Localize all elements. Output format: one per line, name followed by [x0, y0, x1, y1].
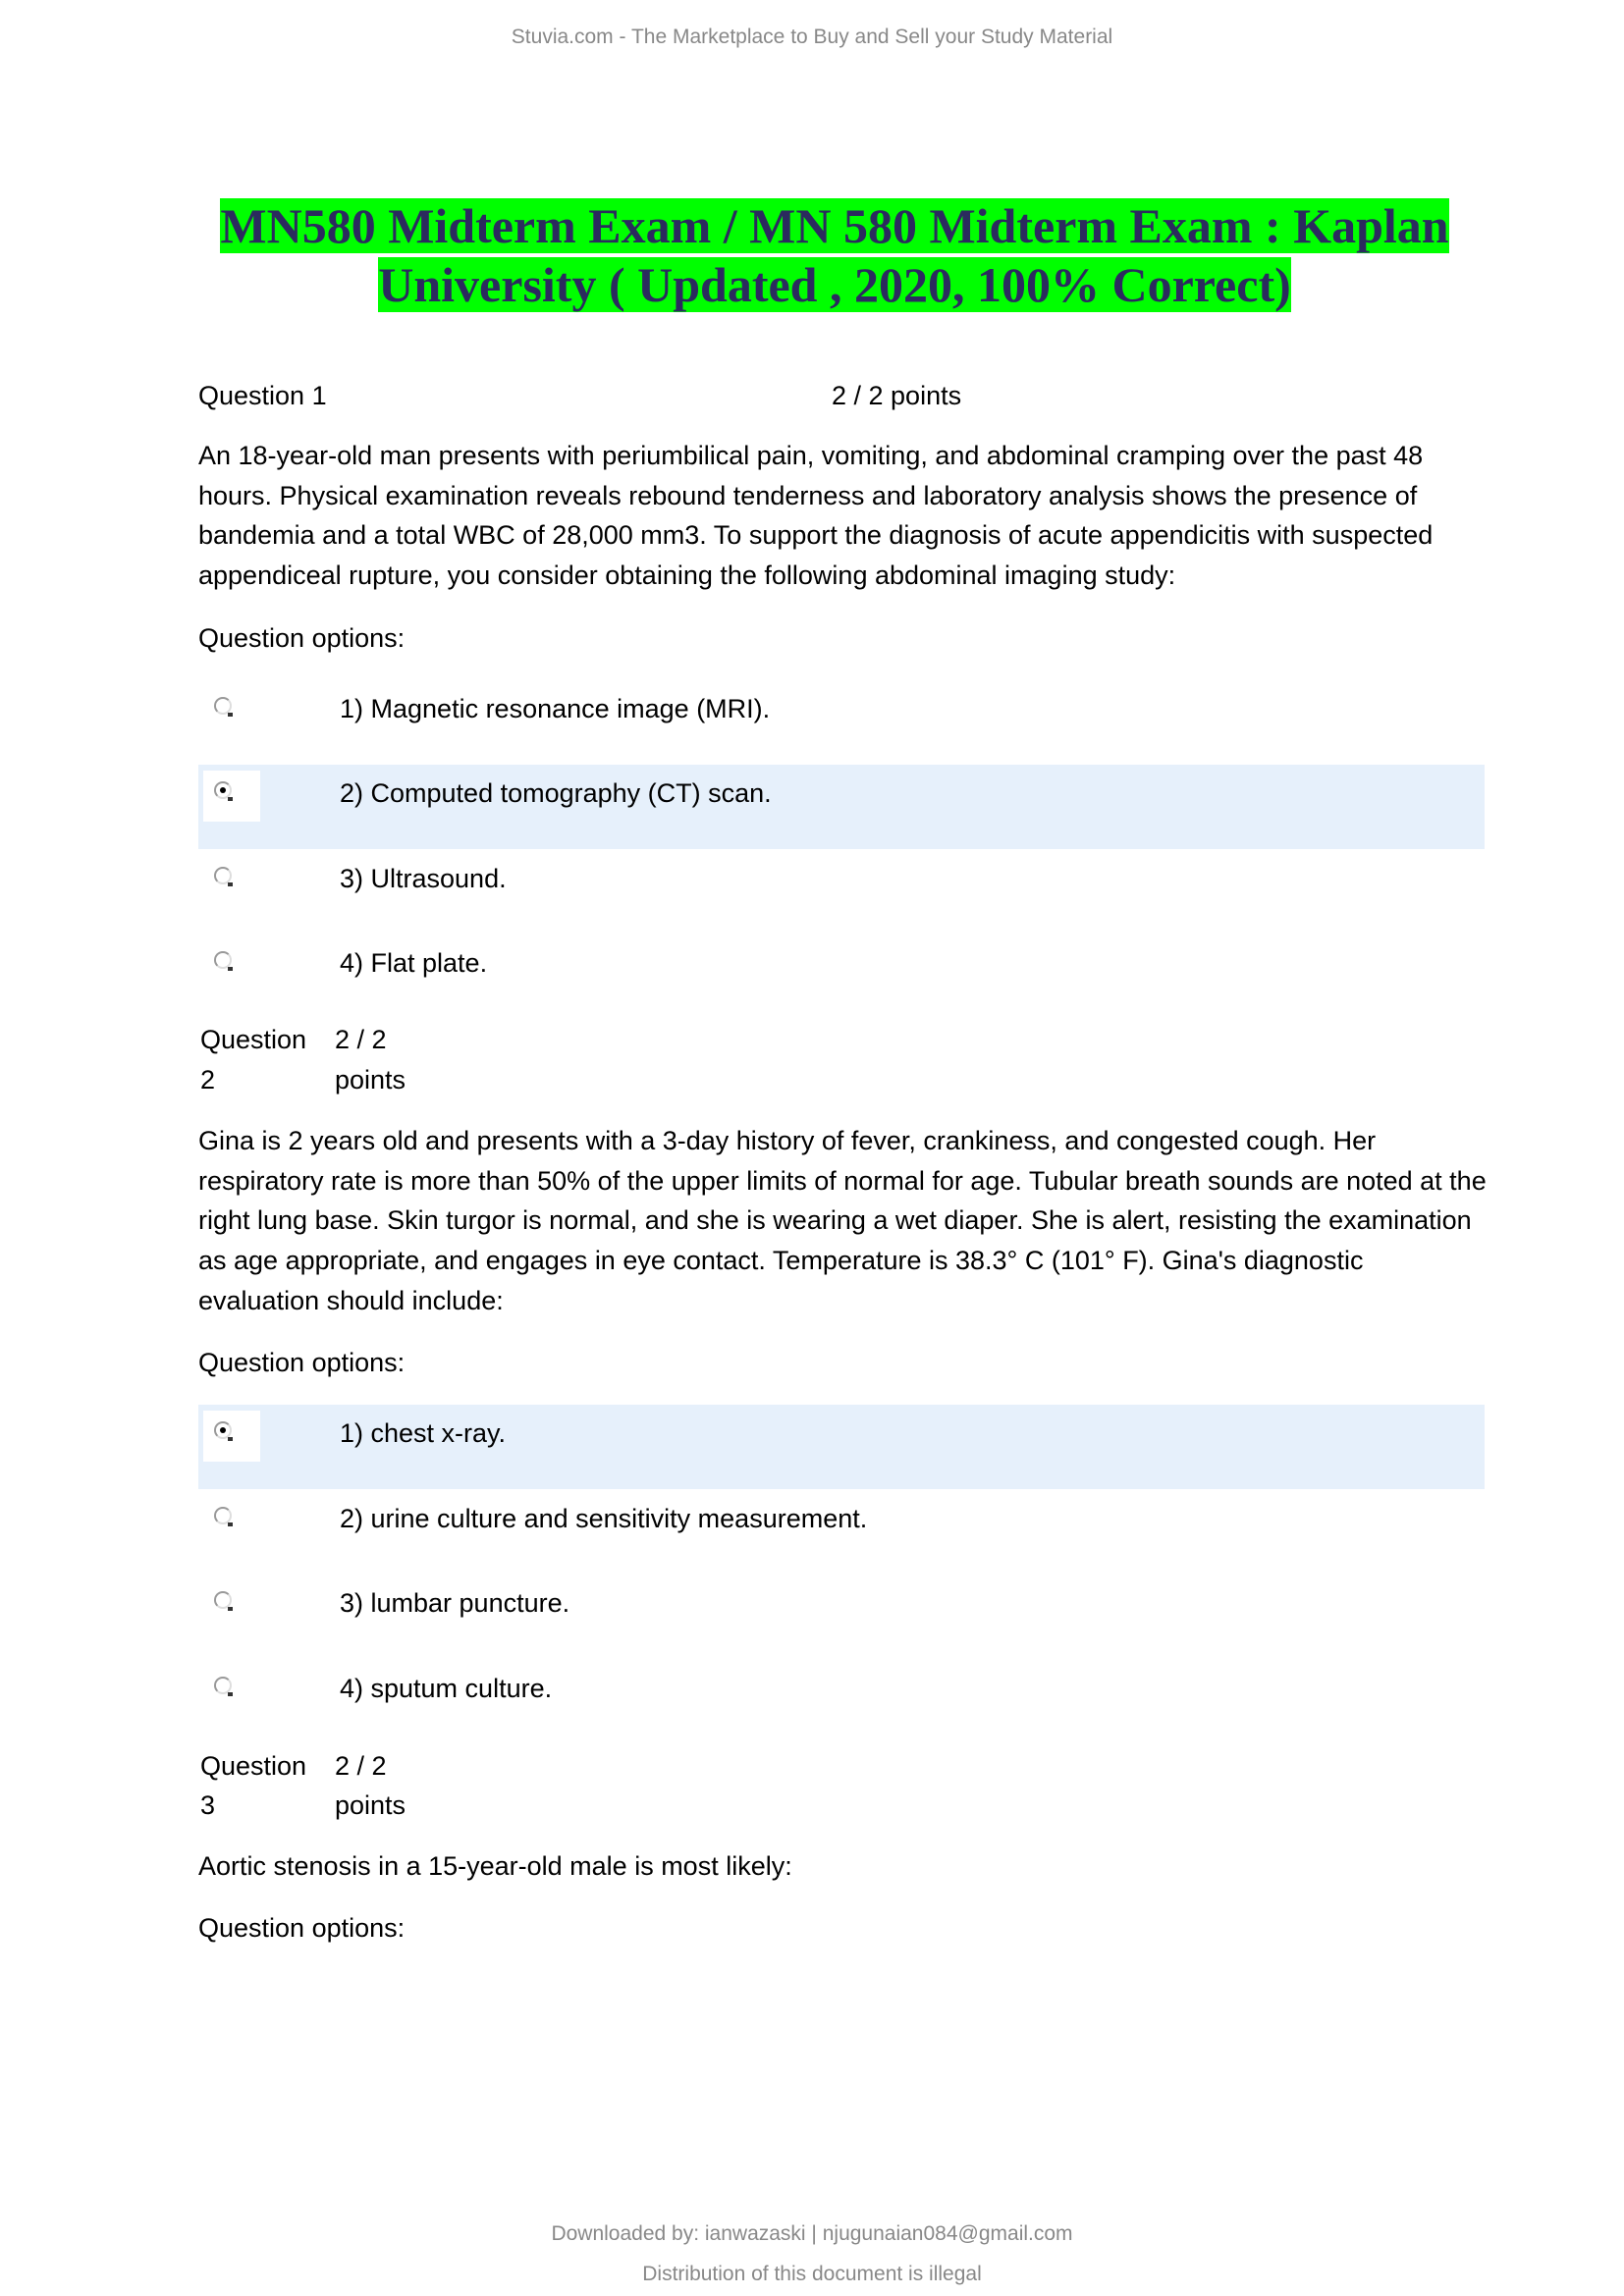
question-2-options-label: Question options:	[198, 1348, 406, 1377]
q2-option-2[interactable]	[198, 1490, 1485, 1575]
radio-button[interactable]	[214, 951, 232, 969]
option-label: 2) Computed tomography (CT) scan.	[340, 778, 772, 808]
option-label: 1) Magnetic resonance image (MRI).	[340, 694, 771, 723]
q2-option-4[interactable]	[198, 1660, 1485, 1744]
option-label: 2) urine culture and sensitivity measurement.	[340, 1504, 868, 1533]
q1-option-1[interactable]	[198, 680, 1485, 765]
q1-option-3[interactable]	[198, 850, 1485, 934]
footer-distribution-notice: Distribution of this document is illegal	[642, 2263, 982, 2285]
question-3-text: Aortic stenosis in a 15-year-old male is most likely:	[198, 1851, 792, 1881]
radio-button[interactable]	[214, 697, 232, 715]
q2-option-1-selected[interactable]	[198, 1405, 1485, 1489]
radio-button[interactable]	[214, 1591, 232, 1609]
footer-downloaded-by: Downloaded by: ianwazaski | njugunaian084@gmail.com	[551, 2222, 1073, 2245]
radio-button[interactable]	[214, 1677, 232, 1694]
question-3-options-label: Question options:	[198, 1913, 406, 1943]
radio-button-checked[interactable]	[214, 1421, 232, 1439]
question-3-number: 3	[200, 1790, 216, 1820]
q1-option-4[interactable]	[198, 934, 1485, 1019]
q1-option-2-selected[interactable]	[198, 765, 1485, 849]
question-3-label: Question	[200, 1751, 307, 1781]
q2-option-3[interactable]	[198, 1575, 1485, 1659]
option-label: 1) chest x-ray.	[340, 1418, 507, 1448]
question-2-score: 2 / 2	[335, 1025, 387, 1054]
option-label: 4) Flat plate.	[340, 948, 488, 978]
title-line-2: University ( Updated , 2020, 100% Correct)	[378, 257, 1291, 312]
option-label: 3) lumbar puncture.	[340, 1588, 570, 1618]
radio-button[interactable]	[214, 867, 232, 884]
question-1-options-label: Question options:	[198, 623, 406, 653]
question-2-text: Gina is 2 years old and presents with a 3-day history of fever, crankiness, and congested cough. Her respiratory rate is more than 50% of the upper limits of normal for age. Tubular breath sounds are noted at the right lung base. Skin turgor is normal, and she is wearing a wet diaper. She is alert, resisting the examination as age appropriate, and engages in eye contact. Temperature is 38.3° C (101° F). Gina's diagnostic evaluation should include:	[198, 1126, 1487, 1315]
radio-button-checked[interactable]	[214, 781, 232, 799]
question-1-label: Question 1	[198, 381, 327, 410]
question-2-score-unit: points	[335, 1065, 406, 1095]
question-1-score: 2 / 2 points	[832, 381, 962, 410]
document-title	[157, 196, 1512, 314]
question-2-number: 2	[200, 1065, 216, 1095]
option-label: 4) sputum culture.	[340, 1674, 553, 1703]
site-header: Stuvia.com - The Marketplace to Buy and Sell your Study Material	[511, 26, 1113, 48]
radio-button[interactable]	[214, 1507, 232, 1524]
question-3-score: 2 / 2	[335, 1751, 387, 1781]
question-2-label: Question	[200, 1025, 307, 1054]
question-3-score-unit: points	[335, 1790, 406, 1820]
question-1-text: An 18-year-old man presents with periumbilical pain, vomiting, and abdominal cramping over the past 48 hours. Physical examination reveals rebound tenderness and laboratory analysis shows the presence of bandemia and a total WBC of 28,000 mm3. To support the diagnosis of acute appendicitis with suspected appendiceal rupture, you consider obtaining the following abdominal imaging study:	[198, 441, 1434, 591]
title-line-1: MN580 Midterm Exam / MN 580 Midterm Exam : Kaplan	[220, 198, 1449, 253]
option-label: 3) Ultrasound.	[340, 864, 507, 893]
